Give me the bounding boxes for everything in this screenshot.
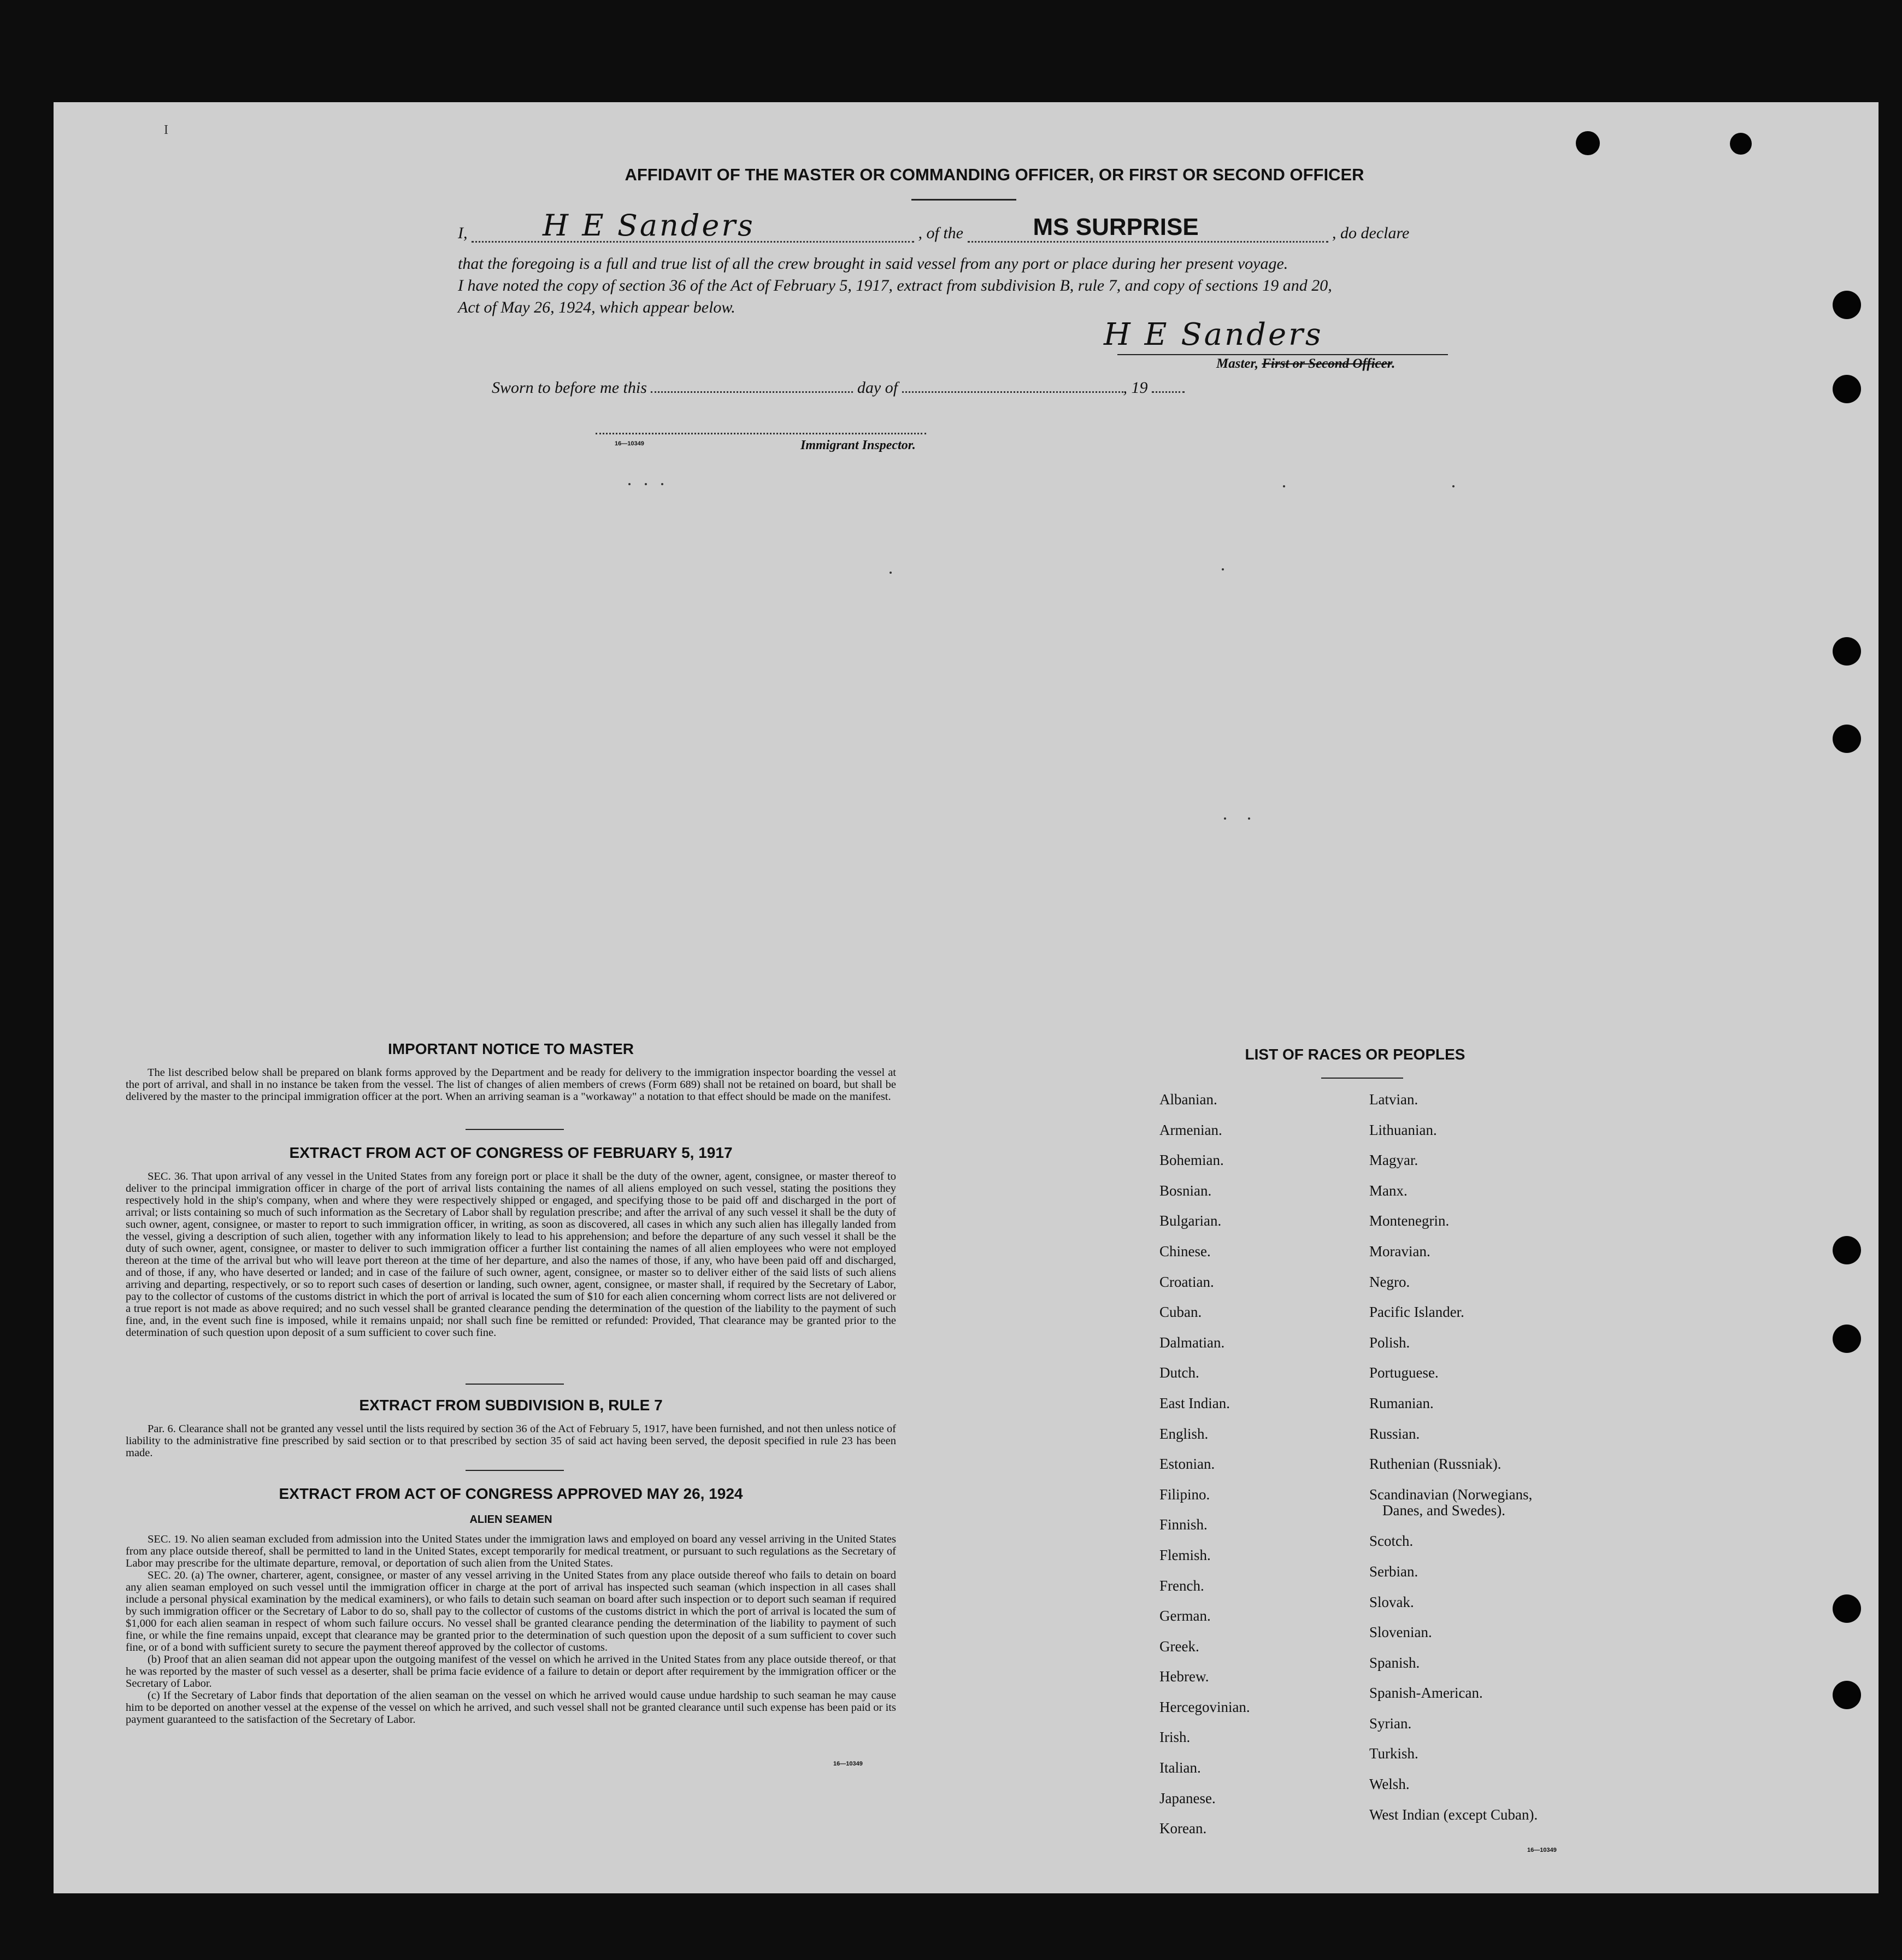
vessel-name-field [968,214,1328,243]
punch-hole [1833,1325,1861,1353]
race-item: East Indian. [1159,1394,1230,1411]
race-item: Montenegrin. [1369,1213,1450,1229]
signer-role [1216,356,1395,372]
affidavit-title: AFFIDAVIT OF THE MASTER OR COMMANDING OFFICER, OR FIRST OR SECOND OFFICER [625,165,1364,184]
race-item: Ruthenian (Russniak). [1369,1456,1501,1473]
extract-rule7-body [126,1423,896,1459]
races-rule [1321,1078,1403,1079]
speck [661,483,663,485]
signer-role-struck: First or Second Officer [1262,356,1392,371]
sec-20a-text: SEC. 20. (a) The owner, charterer, agent, consignee, or master of any vessel arriving in the United States from any place outside thereof who fails to detain on board any alien seaman employed on such vessel until the immigration officer in charge at the port of arrival has inspected such seaman (which inspection in all cases shall include a personal physical examination by the medical examiners), or who fails to detain such seaman on board after such inspection or to deport such seaman if required by such immigration officer or the Secretary of Labor to do so, shall pay to the collector of customs of the customs district in which the port of arrival is located the sum of $1,000 for each alien seaman in respect of whom such failure occurs. No vessel shall be granted clearance pending the determination of the liability to payment of such fine, or while the fine remains unpaid, except that clearance may be granted prior to the determination of such question upon the deposit of a sum sufficient to cover such fine, or of a bond with sufficient surety to secure the payment thereof approved by the collector of customs. [126,1569,896,1653]
extract-1924-title: EXTRACT FROM ACT OF CONGRESS APPROVED MAY 26, 1924 [279,1485,743,1502]
declarant-prefix: I, [458,224,468,242]
signature-line [1117,354,1448,355]
races-right-column [1369,1085,1538,1830]
speck [1283,485,1285,487]
sworn-month-field [902,378,1123,393]
race-item: Hebrew. [1159,1668,1209,1685]
race-item: Turkish. [1369,1745,1418,1762]
punch-hole [1730,133,1752,155]
race-item: Irish. [1159,1729,1191,1746]
punch-hole [1833,1236,1861,1264]
signer-role-end: . [1392,356,1395,371]
inspector-label: Immigrant Inspector. [800,438,916,452]
sworn-label: Sworn to before me this [492,379,647,397]
race-item: Finnish. [1159,1516,1208,1533]
race-item: Scotch. [1369,1533,1414,1550]
race-item: Spanish-American. [1369,1685,1483,1702]
race-item: Chinese. [1159,1243,1211,1259]
race-item: Danes, and Swedes). [1382,1502,1505,1519]
par-6-text: Par. 6. Clearance shall not be granted any vessel until the lists required by section 36 of the Act of February 5, 1917, have been furnished, and not then unless notice of liability to the administrative fine prescribed by said section or to that prescribed by section 35 of said act having been served, the deposit specified in rule 23 has been made. [126,1423,896,1459]
race-item: Serbian. [1369,1563,1418,1580]
race-item: Russian. [1369,1425,1420,1442]
notice-body [126,1067,896,1103]
do-declare-label: , do declare [1332,224,1410,242]
extract-1917-body [126,1170,896,1339]
race-item: Bulgarian. [1159,1213,1222,1229]
race-item: Portuguese. [1369,1364,1439,1381]
sec-36-text: SEC. 36. That upon arrival of any vessel in the United States from any foreign port or place it shall be the duty of the owner, agent, consignee, or master thereof to deliver to the principal immigration officer in charge of the port of arrival lists containing the names of all aliens employed on such vessel, stating the positions they respectively hold in the ship's company, when and where they were respectively shipped or engaged, and specifying those to be paid off and discharged in the port of arrival; or lists containing so much of such information as the Secretary of Labor shall by regulation prescribe; and after the arrival of any such vessel it shall be the duty of such owner, agent, consignee, or master to report to such immigration officer, in writing, as soon as discovered, all cases in which any such alien has illegally landed from the vessel, giving a description of such alien, together with any information likely to lead to his apprehension; and before the departure of any such vessel it shall be the duty of such owner, agent, consignee, or master to deliver to such immigration officer a further list containing the names of all alien employees who were not employed thereon at the time of the arrival but who will leave port thereon at the time of her departure, and also the names of those, if any, who have been paid off and discharged, and of those, if any, who have deserted or landed; and in case of the failure of such owner, agent, consignee, or master so to deliver either of the said lists of such aliens arriving and departing, respectively, or so to report such cases of desertion or landing, such owner, agent, consignee, or master shall, if required by the Secretary of Labor, pay to the collector of customs of the customs district in which the port of arrival is located the sum of $10 for each alien concerning whom correct lists are not delivered or a true report is not made as above required; and no such vessel shall be granted clearance pending the determination of the question of the liability to the payment of such fine, and, in the event such fine is imposed, while it remains unpaid; nor shall such fine be remitted or refunded: Provided, That clearance may be granted prior to the determination of such question upon deposit of a sum sufficient to cover such fine. [126,1170,896,1339]
race-item: Latvian. [1369,1091,1418,1108]
race-item: Croatian. [1159,1273,1214,1290]
declaration-line-3: I have noted the copy of section 36 of the Act of February 5, 1917, extract from subdivision B, rule 7, and copy of sections 19 and 20, [458,276,1332,295]
speck [645,483,647,485]
alien-seamen-subtitle: ALIEN SEAMEN [469,1514,552,1526]
day-of-label: day of [857,379,898,397]
race-item: Filipino. [1159,1486,1210,1503]
races-left-column [1159,1085,1250,1844]
race-item: Italian. [1159,1759,1201,1776]
extract-rule7-rule [466,1470,564,1471]
race-item: Bohemian. [1159,1152,1224,1169]
punch-hole [1833,1681,1861,1709]
sec-19-text: SEC. 19. No alien seaman excluded from admission into the United States under the immigration laws and employed on board any vessel arriving in the United States from any place outside thereof, shall be permitted to land in the United States, except temporarily for medical treatment, or pursuant to such regulations as the Secretary of Labor may prescribe for the ultimate departure, removal, or deportation of such alien from the United States. [126,1533,896,1569]
punch-hole [1833,637,1861,666]
declarant-signature: H E Sanders [543,208,755,243]
speck [1224,817,1226,820]
race-item: Welsh. [1369,1776,1410,1793]
race-item: Flemish. [1159,1546,1211,1563]
race-item: West Indian (except Cuban). [1369,1806,1538,1823]
race-item: Slovenian. [1369,1624,1432,1641]
speck [1248,817,1250,820]
extract-1917-rule [466,1384,564,1385]
year-prefix: , 19 [1123,379,1148,397]
inspector-form-number: 16—10349 [615,440,644,447]
notice-rule [466,1129,564,1130]
race-item: Hercegovinian. [1159,1698,1250,1715]
sec-20b-text: (b) Proof that an alien seaman did not appear upon the outgoing manifest of the vessel on which he arrived in the United States from any place outside thereof, or that he was reported by the master of such vessel as a deserter, shall be prima facie evidence of a failure to detain or deport after requirement by the immigration officer or the Secretary of Labor. [126,1653,896,1690]
declarant-signature-field [472,208,914,243]
race-item: Scandinavian (Norwegians, [1369,1486,1533,1503]
race-item: Greek. [1159,1638,1199,1655]
race-item: Lithuanian. [1369,1121,1437,1138]
race-item: Dutch. [1159,1364,1199,1381]
race-item: Japanese. [1159,1790,1216,1806]
race-item: Moravian. [1369,1243,1430,1259]
sec-20c-text: (c) If the Secretary of Labor finds that deportation of the alien seaman on the vessel on which he arrived would cause undue hardship to such seaman he may cause him to be deported on another vessel at the expense of the vessel on which he arrived, and such vessel shall not be granted clearance until such expense has been paid or its payment guaranteed to the satisfaction of the Secretary of Labor. [126,1690,896,1726]
race-item: Dalmatian. [1159,1334,1225,1351]
race-item: Negro. [1369,1273,1410,1290]
punch-hole [1833,1594,1861,1623]
race-item: French. [1159,1577,1204,1594]
race-item: Manx. [1369,1182,1408,1199]
extract-form-number: 16—10349 [833,1761,863,1767]
race-item: Slovak. [1369,1593,1414,1610]
speck [1452,485,1455,487]
officer-signature: H E Sanders [1104,317,1323,352]
race-item: Albanian. [1159,1091,1217,1108]
punch-hole [1833,375,1861,403]
extract-rule7-title: EXTRACT FROM SUBDIVISION B, RULE 7 [359,1397,663,1414]
of-the-label: , of the [918,224,963,242]
sworn-day-field [651,378,853,393]
title-rule [911,199,1016,201]
extract-1924-body [126,1533,896,1726]
punch-hole [1833,291,1861,319]
declaration-line-2: that the foregoing is a full and true list of all the crew brought in said vessel from any port or place during her present voyage. [458,255,1288,273]
race-item: Pacific Islander. [1369,1304,1464,1321]
race-item: English. [1159,1425,1209,1442]
extract-1917-title: EXTRACT FROM ACT OF CONGRESS OF FEBRUARY 5, 1917 [289,1144,733,1161]
signer-role-master: Master, [1216,356,1259,371]
races-title: LIST OF RACES OR PEOPLES [1245,1046,1465,1063]
punch-hole [1576,131,1600,155]
race-item: Rumanian. [1369,1394,1434,1411]
race-item: German. [1159,1608,1211,1624]
race-item: Syrian. [1369,1715,1412,1732]
race-item: Spanish. [1369,1654,1420,1671]
vessel-name: MS SURPRISE [1033,214,1199,240]
declaration-line-4: Act of May 26, 1924, which appear below. [458,298,735,316]
speck [1222,568,1224,570]
notice-title: IMPORTANT NOTICE TO MASTER [387,1040,634,1057]
sworn-year-field [1152,378,1185,393]
race-item: Estonian. [1159,1456,1215,1473]
race-item: Cuban. [1159,1304,1202,1321]
race-item: Armenian. [1159,1121,1222,1138]
speck [628,483,631,485]
race-item: Bosnian. [1159,1182,1212,1199]
margin-mark: I [164,123,168,137]
race-item: Polish. [1369,1334,1410,1351]
notice-text: The list described below shall be prepared on blank forms approved by the Department and be ready for delivery to the immigration inspector boarding the vessel at the port of arrival, and shall in no instance be taken from the vessel. The list of changes of alien members of crews (Form 689) shall not be retained on board, but shall be delivered by the master to the principal immigration officer at the port. When an arriving seaman is a "workaway" a notation to that effect should be made on the manifest. [126,1067,896,1103]
punch-hole [1833,725,1861,753]
race-item: Korean. [1159,1820,1207,1837]
inspector-line [596,433,926,434]
sworn-line [492,378,1185,397]
race-item: Magyar. [1369,1152,1418,1169]
declaration-line-1 [458,208,1556,243]
races-form-number: 16—10349 [1527,1847,1557,1853]
speck [890,572,892,574]
